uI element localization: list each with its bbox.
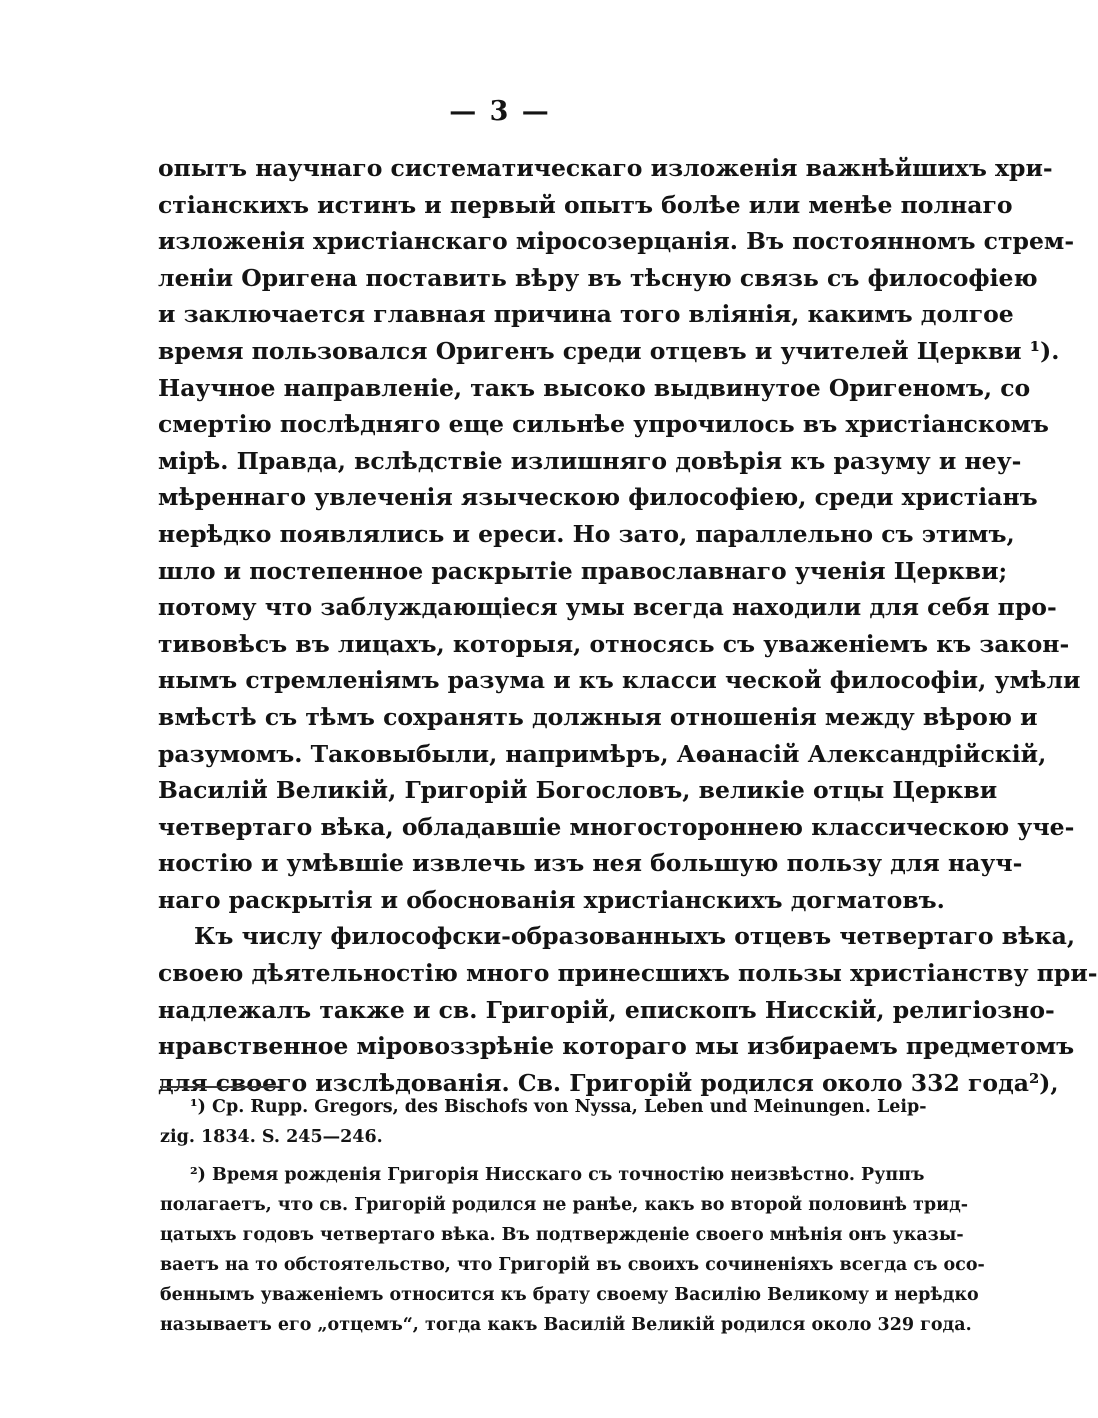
- text-line: разумомъ. Таковыбыли, напримѣръ, Аѳанасій Александрійскій,: [158, 739, 1047, 768]
- text-line: вмѣстѣ съ тѣмъ сохранять должныя отношенія между вѣрою и: [158, 702, 1038, 731]
- text-line: шло и постепенное раскрытіе православнаго ученія Церкви;: [158, 556, 1008, 585]
- text-line: нымъ стремленіямъ разума и къ класси ческой философіи, умѣли: [158, 666, 1081, 695]
- text-line: смертію послѣдняго еще сильнѣе упрочилось въ христіанскомъ: [158, 410, 1049, 439]
- text-line: потому что заблуждающіеся умы всегда находили для себя про-: [158, 593, 1057, 622]
- footnote-2-line: ²) Время рожденія Григорія Нисскаго съ точностію неизвѣстно. Руппъ: [190, 1165, 925, 1185]
- main-text: [158, 150, 1098, 1101]
- text-line: леніи Оригена поставить вѣру въ тѣсную связь съ философіею: [158, 263, 1038, 292]
- text-line: для своего изслѣдованія. Св. Григорій родился около 332 года²),: [158, 1068, 1059, 1097]
- footnotes: [160, 1092, 985, 1340]
- footnote-2-line: беннымъ уваженіемъ относится къ брату своему Василію Великому и нерѣдко: [160, 1285, 979, 1305]
- text-line: нерѣдко появлялись и ереси. Но зато, параллельно съ этимъ,: [158, 519, 1015, 548]
- text-line: и заключается главная причина того вліянія, какимъ долгое: [158, 300, 1014, 329]
- text-line: изложенія христіанскаго міросозерцанія. Въ постоянномъ стрем-: [158, 227, 1075, 256]
- text-line: Василій Великій, Григорій Богословъ, великіе отцы Церкви: [158, 776, 998, 805]
- footnote-divider: [160, 1086, 280, 1088]
- text-line: Научное направленіе, такъ высоко выдвинутое Оригеномъ, со: [158, 373, 1031, 402]
- text-line: надлежалъ также и св. Григорій, епископъ Нисскій, религіозно-: [158, 995, 1055, 1024]
- text-line: стіанскихъ истинъ и первый опытъ болѣе или менѣе полнаго: [158, 190, 1013, 219]
- footnote-1-line: ¹) Cp. Rupp. Gregors, des Bischofs von Nyssa, Leben und Meinungen. Leip-: [190, 1097, 927, 1117]
- footnote-2-line: цатыхъ годовъ четвертаго вѣка. Въ подтвержденіе своего мнѣнія онъ указы-: [160, 1225, 964, 1245]
- text-line: нравственное міровоззрѣніе котораго мы избираемъ предметомъ: [158, 1032, 1075, 1061]
- text-line: ностію и умѣвшіе извлечь изъ нея большую пользу для науч-: [158, 849, 1023, 878]
- footnote-2-line: называетъ его „отцемъ“, тогда какъ Василій Великій родился около 329 года.: [160, 1315, 972, 1335]
- text-line: своею дѣятельностію много принесшихъ пользы христіанству при-: [158, 959, 1098, 988]
- text-line: наго раскрытія и обоснованія христіанскихъ догматовъ.: [158, 885, 945, 914]
- text-line: тивовѣсъ въ лицахъ, которыя, относясь съ уваженіемъ къ закон-: [158, 629, 1070, 658]
- text-line: опытъ научнаго систематическаго изложенія важнѣйшихъ хри-: [158, 154, 1053, 182]
- text-line: Къ числу философски-образованныхъ отцевъ четвертаго вѣка,: [194, 922, 1076, 951]
- footnote-1-line: zig. 1834. S. 245—246.: [160, 1127, 383, 1147]
- text-line: мѣреннаго увлеченія языческою философіею, среди христіанъ: [158, 483, 1038, 512]
- text-line: четвертаго вѣка, обладавшіе многостороннею классическою уче-: [158, 812, 1075, 841]
- footnote-2-line: ваетъ на то обстоятельство, что Григорій въ своихъ сочиненіяхъ всегда съ осо-: [160, 1255, 985, 1275]
- page-number: — 3 —: [449, 96, 551, 127]
- text-line: время пользовался Оригенъ среди отцевъ и учителей Церкви ¹).: [158, 336, 1060, 365]
- footnote-2-line: полагаетъ, что св. Григорій родился не ранѣе, какъ во второй половинѣ трид-: [160, 1195, 969, 1215]
- text-line: мірѣ. Правда, вслѣдствіе излишняго довѣрія къ разуму и неу-: [158, 446, 1022, 475]
